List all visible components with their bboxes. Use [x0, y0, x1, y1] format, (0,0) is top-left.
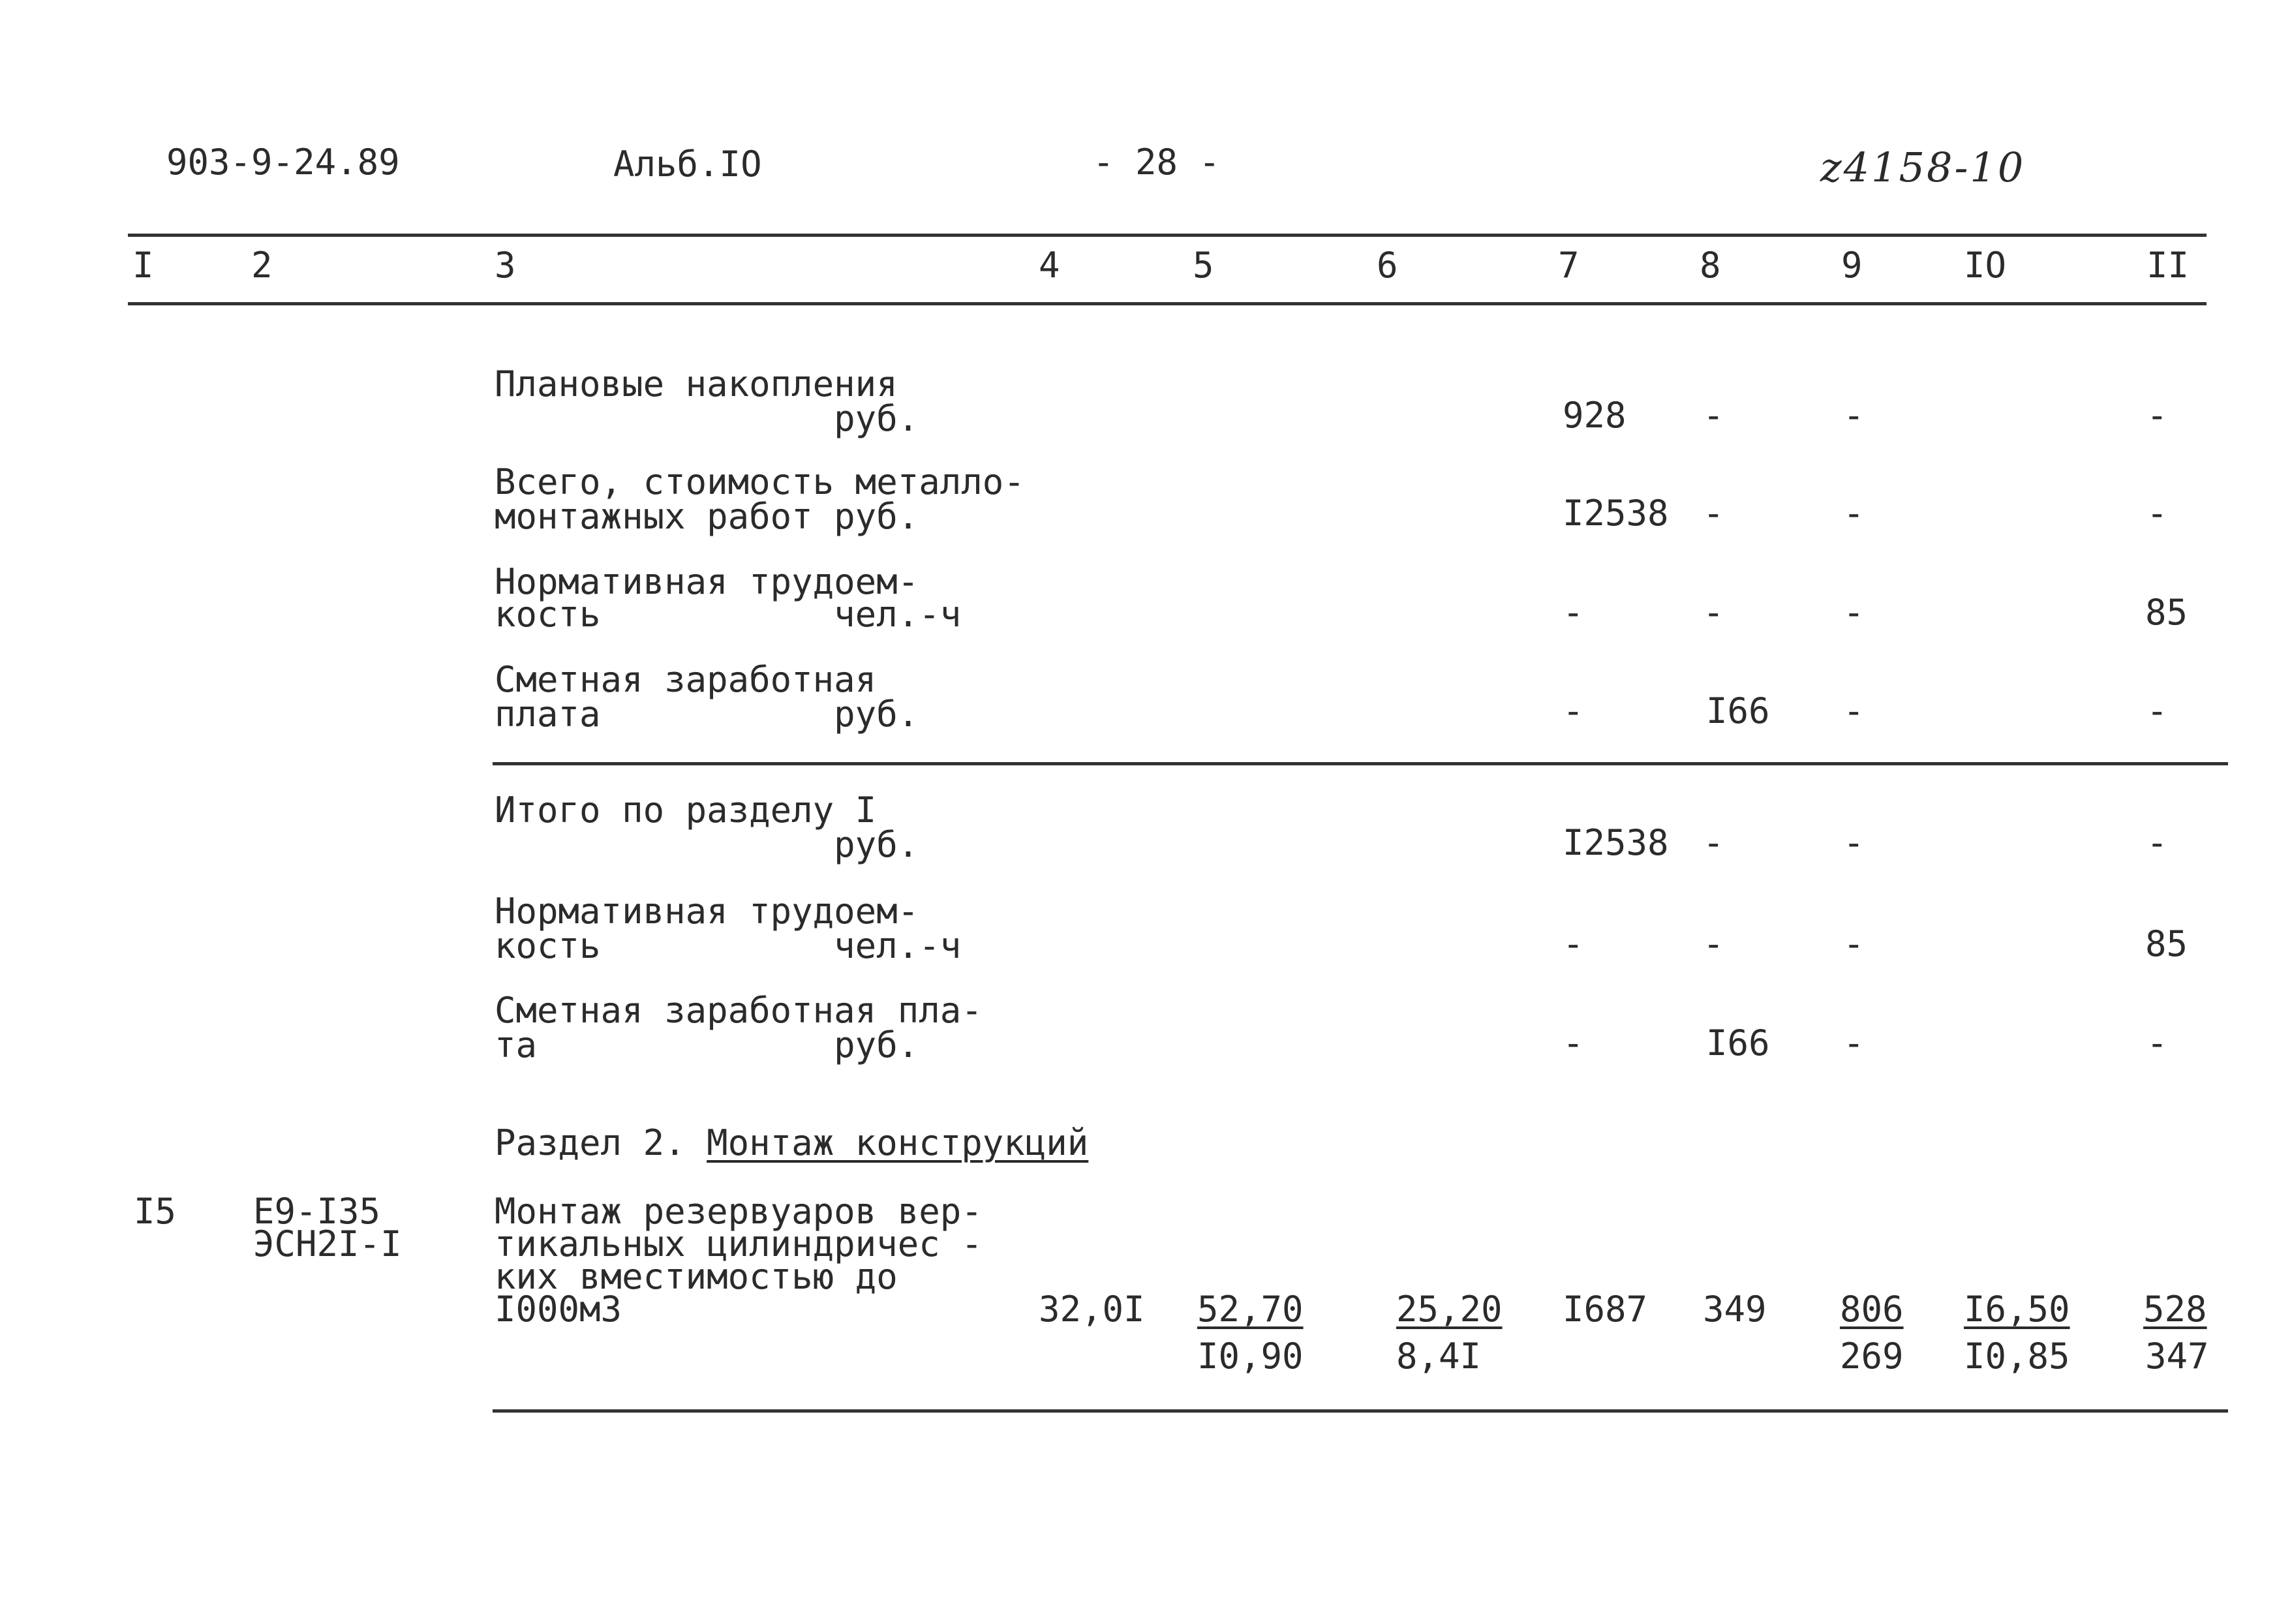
cell-col5-numerator: 52,70: [1197, 1289, 1304, 1330]
page-number: - 28 -: [1093, 142, 1221, 183]
cell-col8: -: [1703, 395, 1724, 436]
row-label-line1: Нормативная трудоем-: [495, 561, 919, 602]
cell-col8: -: [1703, 923, 1724, 964]
cell-col4: 32,0I: [1039, 1289, 1145, 1330]
row-label-line2: плата руб.: [495, 694, 919, 735]
cell-col8: -: [1703, 493, 1724, 534]
row-label-line1: Нормативная трудоем-: [495, 891, 919, 932]
cell-col9: -: [1843, 923, 1865, 964]
cell-col9-numerator: 806: [1840, 1289, 1904, 1330]
column-number: 5: [1193, 245, 1214, 286]
cell-col11: -: [2147, 690, 2168, 731]
cell-col8: -: [1703, 822, 1724, 863]
item-description-line3: ких вместимостью до: [495, 1256, 898, 1297]
column-number: 8: [1700, 245, 1721, 286]
handwritten-number: z4158-10: [1820, 144, 2026, 191]
cell-col7: -: [1563, 592, 1584, 633]
table-top-rule: [128, 234, 2207, 237]
cell-col8: I66: [1706, 1022, 1770, 1064]
row-label-line1: Плановые накопления: [495, 363, 898, 405]
item-code-line2: ЭСН2I-I: [253, 1223, 402, 1264]
cell-col11: -: [2147, 395, 2168, 436]
cell-col7: 928: [1563, 395, 1627, 436]
column-number: II: [2147, 245, 2190, 286]
document-code: 903-9-24.89: [166, 142, 400, 183]
item-number: I5: [134, 1191, 177, 1232]
cell-col8: I66: [1706, 690, 1770, 731]
row-label-line2: кость чел.-ч: [495, 925, 962, 966]
column-number: I: [132, 245, 154, 286]
column-number: 3: [495, 245, 516, 286]
cell-col11: -: [2147, 493, 2168, 534]
column-number: 9: [1841, 245, 1863, 286]
item-code-line1: E9-I35: [253, 1191, 381, 1232]
cell-col8: 349: [1703, 1289, 1767, 1330]
cell-col6-numerator: 25,20: [1396, 1289, 1503, 1330]
table-bottom-rule: [493, 1409, 2228, 1413]
row-label-line1: Сметная заработная: [495, 659, 877, 700]
column-number: 2: [251, 245, 273, 286]
row-label-line2: монтажных работ руб.: [495, 496, 919, 537]
cell-col7: I687: [1563, 1289, 1648, 1330]
row-label-line2: руб.: [495, 398, 919, 439]
cell-col6-denominator: 8,4I: [1396, 1336, 1482, 1377]
cell-col9-denominator: 269: [1840, 1336, 1904, 1377]
section-prefix: Раздел 2.: [495, 1122, 707, 1163]
section-heading: [495, 1122, 1089, 1163]
column-number: IO: [1964, 245, 2007, 286]
cell-col9: -: [1843, 493, 1865, 534]
cell-col11-numerator: 528: [2143, 1289, 2207, 1330]
cell-col7: I2538: [1563, 493, 1669, 534]
section-title: Монтаж конструкций: [707, 1122, 1089, 1163]
cell-col10-denominator: I0,85: [1964, 1336, 2070, 1377]
row-label-line1: Сметная заработная пла-: [495, 990, 983, 1031]
cell-col11: -: [2147, 1022, 2168, 1064]
column-number: 7: [1558, 245, 1580, 286]
cell-col7: I2538: [1563, 822, 1669, 863]
cell-col9: -: [1843, 1022, 1865, 1064]
column-number: 6: [1377, 245, 1398, 286]
cell-col9: -: [1843, 592, 1865, 633]
row-label-line2: кость чел.-ч: [495, 594, 962, 635]
table-header-rule: [128, 302, 2207, 305]
cell-col8: -: [1703, 592, 1724, 633]
cell-col10-numerator: I6,50: [1964, 1289, 2070, 1330]
row-label-line1: Итого по разделу I: [495, 789, 877, 831]
row-label-line2: та руб.: [495, 1024, 919, 1065]
cell-col7: -: [1563, 690, 1584, 731]
cell-col11: -: [2147, 822, 2168, 863]
cell-col5-denominator: I0,90: [1197, 1336, 1304, 1377]
cell-col9: -: [1843, 395, 1865, 436]
column-number: 4: [1039, 245, 1060, 286]
item-description-line2: тикальных цилиндричес -: [495, 1223, 983, 1264]
row-label-line2: руб.: [495, 824, 919, 865]
item-description-line4: I000м3: [495, 1289, 622, 1330]
row-label-line1: Всего, стоимость металло-: [495, 461, 1025, 502]
cell-col9: -: [1843, 822, 1865, 863]
cell-col11-denominator: 347: [2145, 1336, 2209, 1377]
cell-col11: 85: [2145, 592, 2188, 633]
cell-col11: 85: [2145, 923, 2188, 964]
item-description-line1: Монтаж резервуаров вер-: [495, 1191, 983, 1232]
cell-col7: -: [1563, 1022, 1584, 1064]
section-divider-rule: [493, 762, 2228, 765]
cell-col9: -: [1843, 690, 1865, 731]
cell-col7: -: [1563, 923, 1584, 964]
album-number: Альб.IO: [613, 144, 762, 185]
